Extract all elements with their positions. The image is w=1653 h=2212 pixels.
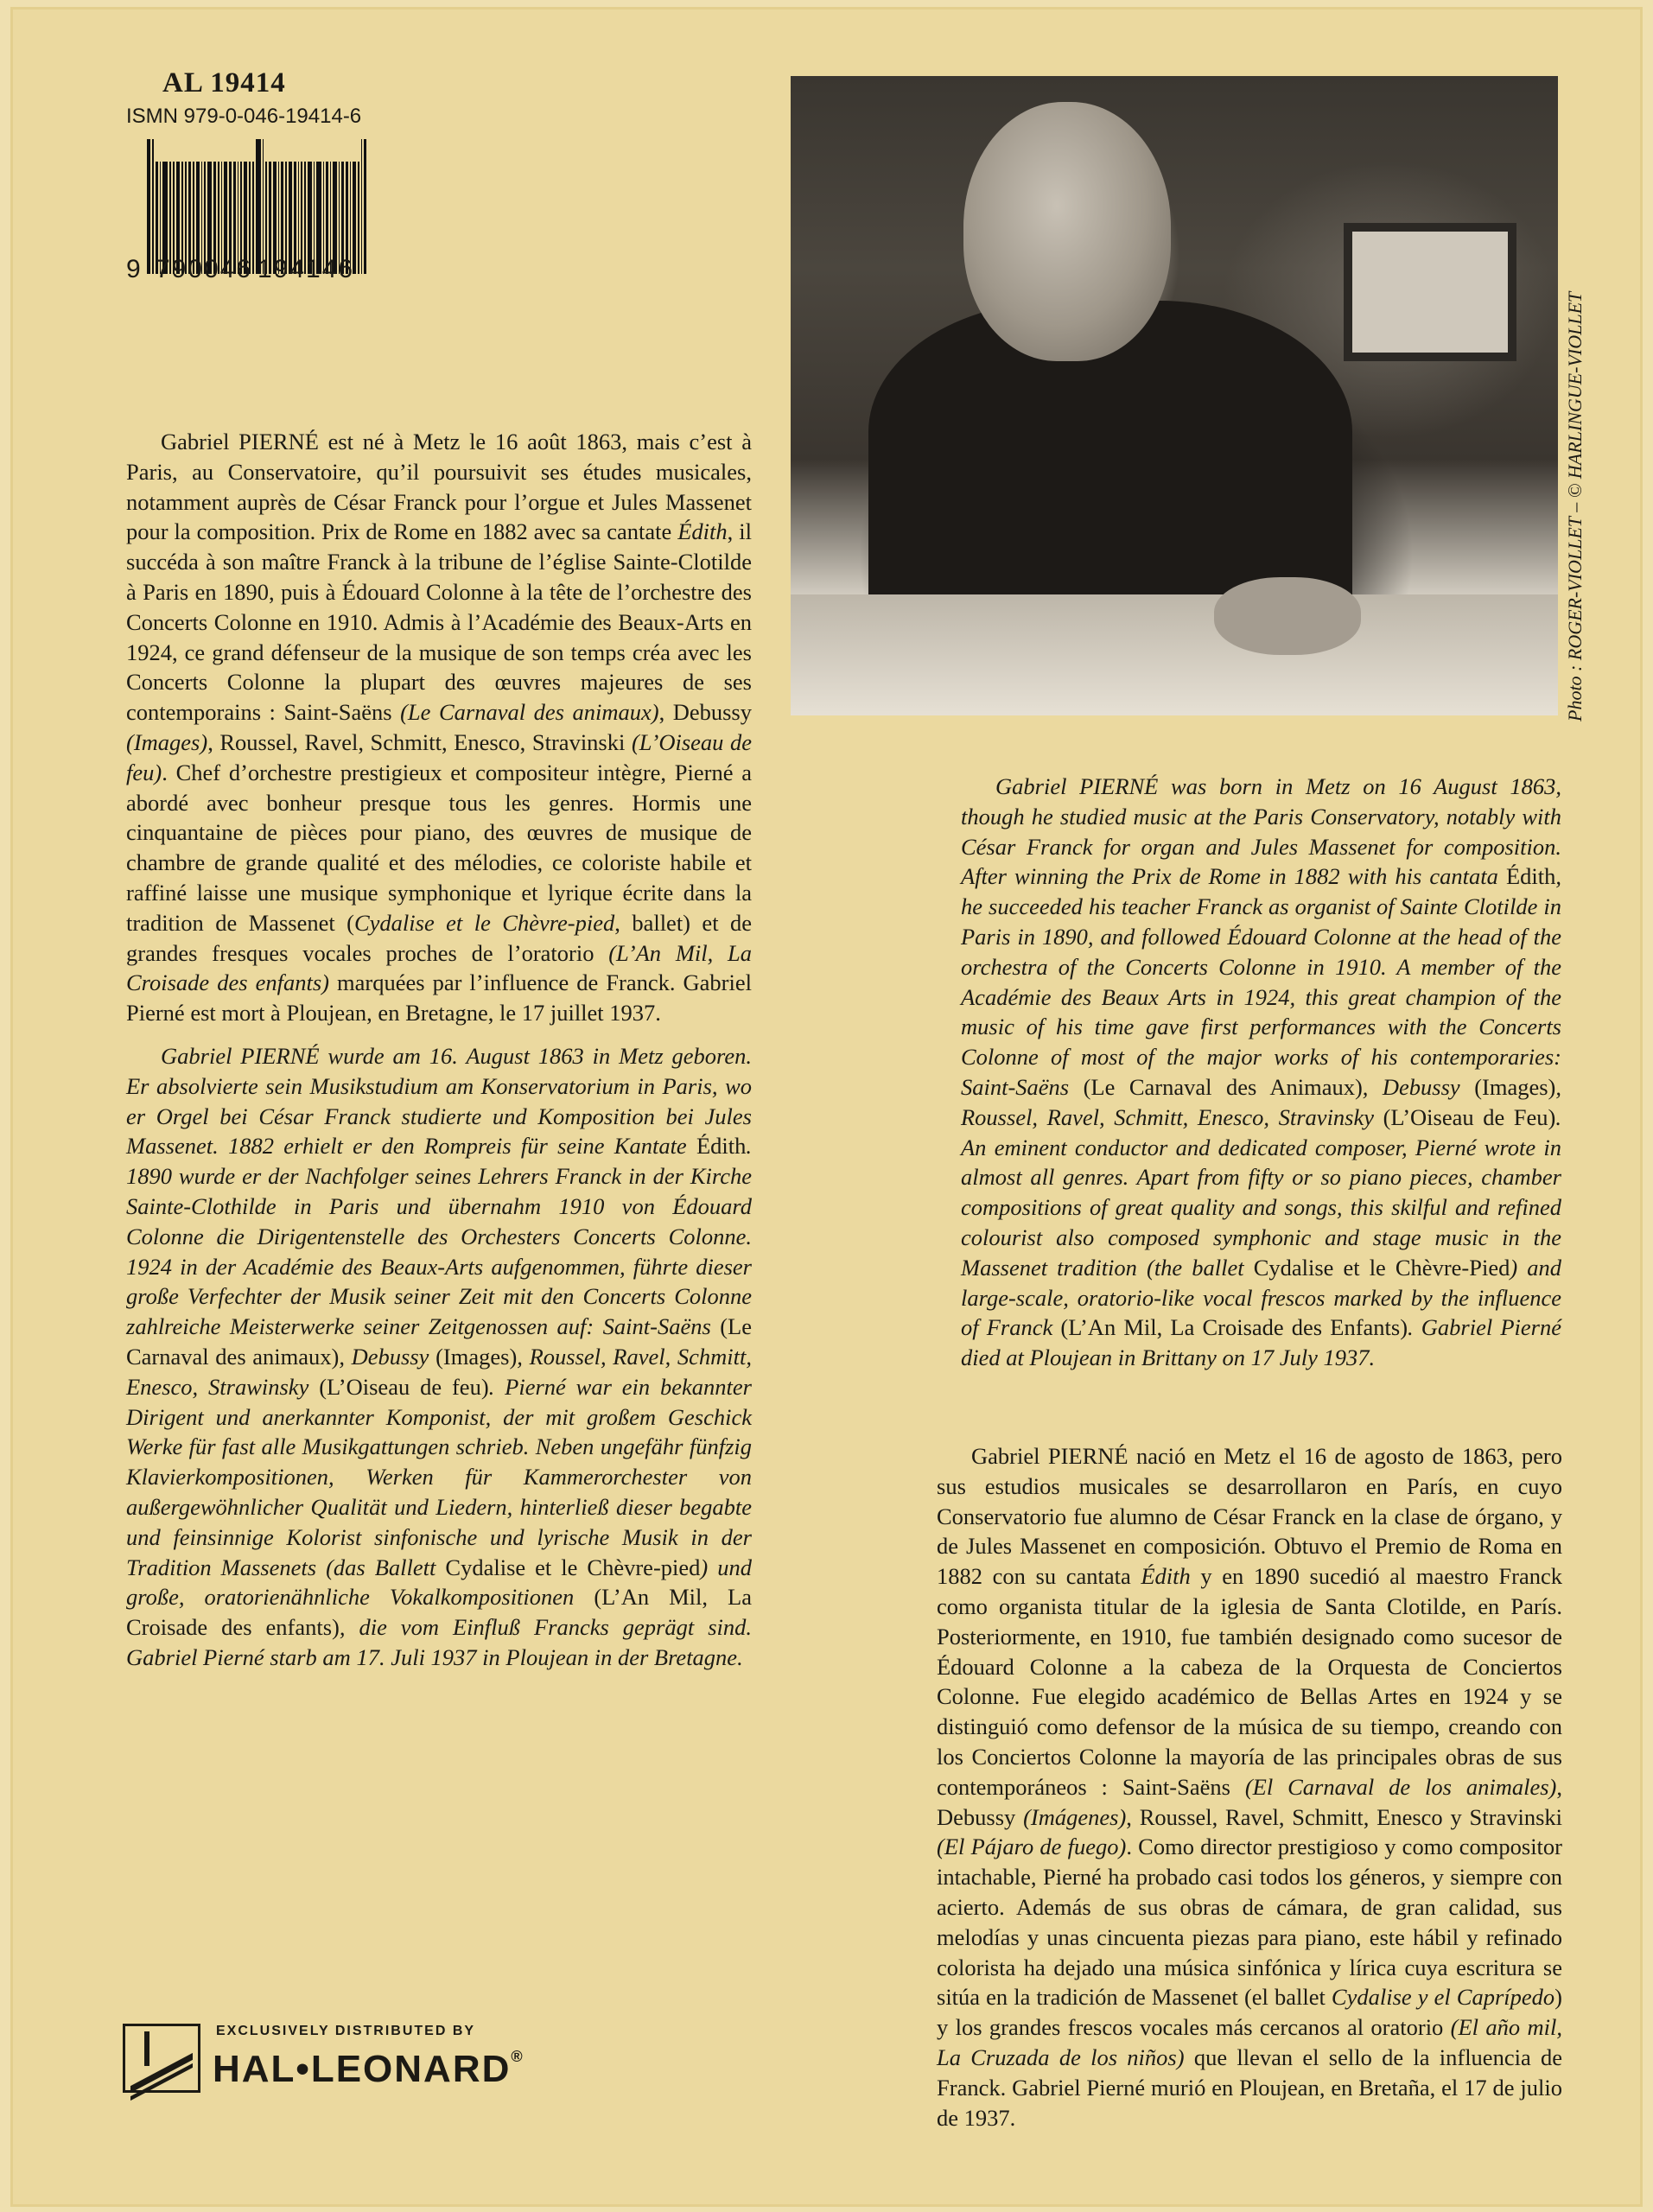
hal-leonard-logo-icon [123, 2024, 200, 2093]
catalog-number: AL 19414 [162, 67, 286, 99]
composer-portrait-photo [791, 76, 1558, 715]
barcode-lead-digit: 9 [126, 255, 141, 283]
barcode [147, 136, 368, 274]
photo-credit [1564, 696, 1586, 721]
portrait-head [963, 102, 1171, 361]
portrait-desk [791, 594, 1558, 715]
barcode-bar [361, 139, 362, 274]
distributor-brand: HAL•LEONARD® [213, 2048, 525, 2090]
distributor-caption: EXCLUSIVELY DISTRIBUTED BY [216, 2024, 476, 2038]
barcode-bar [256, 139, 261, 274]
biography-spanish: Gabriel PIERNÉ nació en Metz el 16 de agosto de 1863, pero sus estudios musicales se desarrollaron en París, en cuyo Conservatorio fue alumno de César Franck en la clase de órgano, y de Jules Massenet en composición. Obtuvo el Premio de Roma en 1882 con su cantata Édith y en 1890 sucedió al maestro Franck como organista titular de la iglesia de Santa Clotilde, en París. Posteriormente, en 1910, fue también designado como sucesor de Édouard Colonne a la cabeza de la Orquesta de Conciertos Colonne. Fue elegido académico de Bellas Artes en 1924 y se distinguió como defensor de la música de su tiempo, creando con los Conciertos Colonne la mayoría de las principales obras de sus contemporáneos : Saint-Saëns (El Carnaval de los animales), Debussy (Imágenes), Roussel, Ravel, Schmitt, Enesco y Stravinski (El Pájaro de fuego). Como director prestigioso y como compositor intachable, Pierné ha probado casi todos los géneros, y siempre con acierto. Además de sus obras de cámara, de gran calidad, sus melodías y unas cincuenta piezas para piano, este hábil y refinado colorista ha dejado una música sinfónica y lírica cuya escritura se sitúa en la tradición de Massenet (el ballet Cydalise y el Caprípedo) y los grandes frescos vocales más cercanos al oratorio (El año mil, La Cruzada de los niños) que llevan el sello de la influencia de Franck. Gabriel Pierné murió en Ploujean, en Bretaña, el 17 de julio de 1937. [937, 1443, 1562, 2131]
ismn-number: ISMN 979-0-046-19414-6 [126, 105, 362, 128]
barcode-group-2: 194146 [257, 255, 355, 283]
barcode-block [126, 67, 368, 286]
barcode-bar [152, 139, 153, 274]
biography-german: Gabriel PIERNÉ wurde am 16. August 1863 in Metz geboren. Er absolvierte sein Musikstudium am Konservatorium in Paris, wo er Orgel bei César Franck studierte und Komposition bei Jules Massenet. 1882 erhielt er den Rompreis für seine Kantate Édith. 1890 wurde er der Nachfolger seines Lehrers Franck in der Kirche Sainte-Clothilde in Paris und übernahm 1910 von Édouard Colonne die Dirigentenstelle des Orchesters Concerts Colonne. 1924 in der Académie des Beaux-Arts aufgenommen, führte dieser große Verfechter der Musik seiner Zeit mit den Concerts Colonne zahlreiche Meisterwerke seiner Zeitgenossen auf: Saint-Saëns (Le Carnaval des animaux), Debussy (Images), Roussel, Ravel, Schmitt, Enesco, Strawinsky (L’Oiseau de feu). Pierné war ein bekannter Dirigent und anerkannter Komponist, der mit großem Geschick Werke für fast alle Musikgattungen schrieb. Neben ungefähr fünfzig Klavierkompositionen, Werken für Kammerorchester von außergewöhnlicher Qualität und Liedern, hinterließ dieser begabte und feinsinnige Kolorist sinfonische und lyrische Musik in der Tradition Massenets (das Ballett Cydalise et le Chèvre-pied) und große, oratorienähnliche Vokalkompositionen (L’An Mil, La Croisade des enfants), die vom Einfluß Francks geprägt sind. Gabriel Pierné starb am 17. Juli 1937 in Ploujean in der Bretagne. [126, 1043, 752, 1670]
portrait-hand [1214, 577, 1361, 655]
biography-english: Gabriel PIERNÉ was born in Metz on 16 August 1863, though he studied music at the Paris Conservatory, notably with César Franck for organ and Jules Massenet for composition. After winning the Prix de Rome in 1882 with his cantata Édith, he succeeded his teacher Franck as organist of Sainte Clotilde in Paris in 1890, and followed Édouard Colonne at the head of the orchestra of the Concerts Colonne in 1910. A member of the Académie des Beaux Arts in 1924, this great champion of the music of his time gave first performances with the Concerts Colonne of most of the major works of his contemporaries: Saint-Saëns (Le Carnaval des Animaux), Debussy (Images), Roussel, Ravel, Schmitt, Enesco, Stravinsky (L’Oiseau de Feu). An eminent conductor and dedicated composer, Pierné wrote in almost all genres. Apart from fifty or so piano pieces, chamber compositions of great quality and songs, this skilful and refined colourist also composed symphonic and stage music in the Massenet tradition (the ballet Cydalise et le Chèvre-Pied) and large-scale, oratorio-like vocal frescos marked by the influence of Franck (L’An Mil, La Croisade des Enfants). Gabriel Pierné died at Ploujean in Brittany on 17 July 1937. [961, 773, 1562, 1371]
barcode-bar [147, 139, 150, 274]
barcode-digits [126, 255, 368, 286]
barcode-bar [364, 139, 366, 274]
wall-picture [1344, 223, 1516, 361]
barcode-group-1: 790046 [156, 255, 253, 283]
biography-french: Gabriel PIERNÉ est né à Metz le 16 août 1863, mais c’est à Paris, au Conservatoire, qu’il poursuivit ses études musicales, notamment auprès de César Franck pour l’orgue et Jules Massenet pour la composition. Prix de Rome en 1882 avec sa cantate Édith, il succéda à son maître Franck à la tribune de l’église Sainte-Clotilde à Paris en 1890, puis à Édouard Colonne à la tête de l’orchestre des Concerts Colonne en 1910. Admis à l’Académie des Beaux-Arts en 1924, ce grand défenseur de la musique de son temps créa avec les Concerts Colonne la plupart des œuvres majeures de ses contemporains : Saint-Saëns (Le Carnaval des animaux), Debussy (Images), Roussel, Ravel, Schmitt, Enesco, Stravinski (L’Oiseau de feu). Chef d’orchestre prestigieux et compositeur intègre, Pierné a abordé avec bonheur presque tous les genres. Hormis une cinquantaine de pièces pour piano, des œuvres de musique de chambre de grande qualité et des mélodies, ce coloriste habile et raffiné laisse une musique symphonique et lyrique écrite dans la tradition de Massenet (Cydalise et le Chèvre-pied, ballet) et de grandes fresques vocales proches de l’oratorio (L’An Mil, La Croisade des enfants) marquées par l’influence de Franck. Gabriel Pierné est mort à Ploujean, en Bretagne, le 17 juillet 1937. [126, 429, 752, 1027]
barcode-bar [263, 139, 264, 274]
